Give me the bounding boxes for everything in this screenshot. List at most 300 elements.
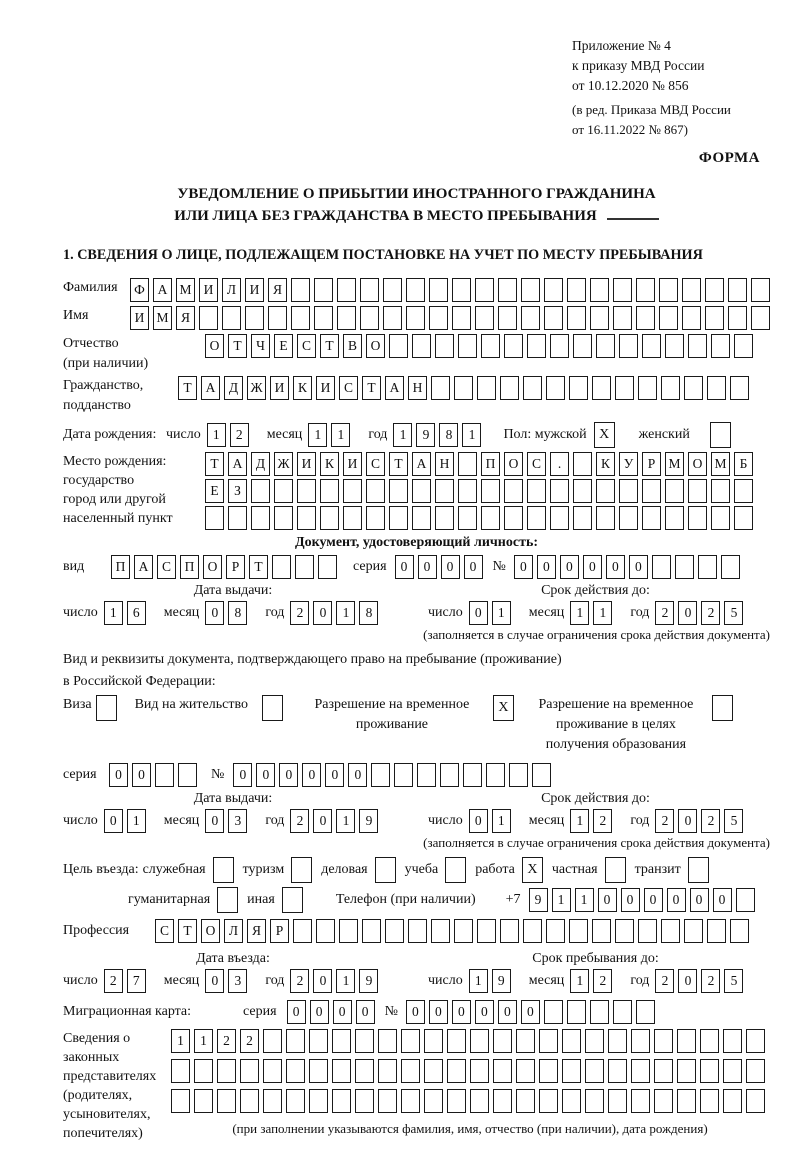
char-cell[interactable]: С <box>297 334 316 358</box>
char-cell[interactable] <box>355 1089 374 1113</box>
char-cell[interactable]: 0 <box>583 555 602 579</box>
char-cell[interactable] <box>539 1089 558 1113</box>
char-cell[interactable] <box>730 919 749 943</box>
checkbox[interactable] <box>282 887 303 913</box>
char-cell[interactable]: М <box>153 306 172 330</box>
char-cell[interactable]: К <box>293 376 312 400</box>
char-cell[interactable] <box>596 479 615 503</box>
char-cell[interactable]: О <box>688 452 707 476</box>
char-cell[interactable] <box>521 306 540 330</box>
checkbox[interactable] <box>445 857 466 883</box>
char-cell[interactable] <box>366 506 385 530</box>
char-cell[interactable] <box>654 1059 673 1083</box>
char-cell[interactable] <box>550 506 569 530</box>
char-cell[interactable]: 1 <box>308 423 327 447</box>
char-cell[interactable]: 1 <box>575 888 594 912</box>
checkbox[interactable] <box>291 857 312 883</box>
char-cell[interactable]: 2 <box>701 601 720 625</box>
char-cell[interactable] <box>332 1059 351 1083</box>
char-cell[interactable]: П <box>180 555 199 579</box>
char-cell[interactable]: 0 <box>441 555 460 579</box>
char-cell[interactable] <box>619 506 638 530</box>
char-cell[interactable]: Я <box>176 306 195 330</box>
char-cell[interactable]: 0 <box>406 1000 425 1024</box>
char-cell[interactable] <box>677 1089 696 1113</box>
char-cell[interactable] <box>636 306 655 330</box>
char-cell[interactable] <box>544 306 563 330</box>
char-cell[interactable] <box>389 506 408 530</box>
char-cell[interactable] <box>245 306 264 330</box>
char-cell[interactable] <box>463 763 482 787</box>
char-cell[interactable]: 0 <box>713 888 732 912</box>
char-cell[interactable]: 2 <box>290 969 309 993</box>
char-cell[interactable] <box>700 1059 719 1083</box>
char-cell[interactable]: 2 <box>240 1029 259 1053</box>
char-cell[interactable] <box>527 506 546 530</box>
char-cell[interactable] <box>613 278 632 302</box>
char-cell[interactable] <box>337 278 356 302</box>
char-cell[interactable] <box>567 278 586 302</box>
char-cell[interactable] <box>475 278 494 302</box>
checkbox[interactable]: X <box>522 857 543 883</box>
char-cell[interactable] <box>314 306 333 330</box>
char-cell[interactable]: 0 <box>469 601 488 625</box>
char-cell[interactable] <box>592 376 611 400</box>
char-cell[interactable] <box>378 1029 397 1053</box>
char-cell[interactable]: 0 <box>475 1000 494 1024</box>
char-cell[interactable] <box>385 919 404 943</box>
char-cell[interactable]: Р <box>270 919 289 943</box>
char-cell[interactable] <box>477 919 496 943</box>
char-cell[interactable]: 8 <box>228 601 247 625</box>
char-cell[interactable] <box>412 334 431 358</box>
char-cell[interactable]: 0 <box>310 1000 329 1024</box>
char-cell[interactable] <box>297 479 316 503</box>
char-cell[interactable] <box>642 506 661 530</box>
char-cell[interactable]: П <box>111 555 130 579</box>
char-cell[interactable] <box>619 479 638 503</box>
char-cell[interactable]: А <box>228 452 247 476</box>
char-cell[interactable] <box>424 1089 443 1113</box>
char-cell[interactable] <box>217 1089 236 1113</box>
char-cell[interactable] <box>240 1089 259 1113</box>
char-cell[interactable]: 2 <box>290 809 309 833</box>
char-cell[interactable]: Т <box>205 452 224 476</box>
char-cell[interactable] <box>228 506 247 530</box>
char-cell[interactable] <box>309 1029 328 1053</box>
char-cell[interactable] <box>171 1059 190 1083</box>
char-cell[interactable] <box>477 376 496 400</box>
char-cell[interactable]: А <box>134 555 153 579</box>
char-cell[interactable] <box>734 479 753 503</box>
char-cell[interactable]: К <box>320 452 339 476</box>
char-cell[interactable] <box>454 376 473 400</box>
char-cell[interactable]: В <box>343 334 362 358</box>
char-cell[interactable]: 0 <box>498 1000 517 1024</box>
char-cell[interactable]: Д <box>224 376 243 400</box>
char-cell[interactable]: 9 <box>529 888 548 912</box>
char-cell[interactable] <box>199 306 218 330</box>
char-cell[interactable] <box>429 306 448 330</box>
char-cell[interactable] <box>378 1089 397 1113</box>
char-cell[interactable] <box>355 1029 374 1053</box>
char-cell[interactable]: 2 <box>701 809 720 833</box>
char-cell[interactable] <box>217 1059 236 1083</box>
char-cell[interactable]: М <box>176 278 195 302</box>
char-cell[interactable]: А <box>153 278 172 302</box>
char-cell[interactable] <box>383 278 402 302</box>
char-cell[interactable] <box>569 919 588 943</box>
char-cell[interactable]: И <box>199 278 218 302</box>
char-cell[interactable] <box>654 1029 673 1053</box>
char-cell[interactable]: 2 <box>230 423 249 447</box>
char-cell[interactable] <box>417 763 436 787</box>
char-cell[interactable] <box>677 1059 696 1083</box>
char-cell[interactable]: 9 <box>492 969 511 993</box>
char-cell[interactable] <box>631 1029 650 1053</box>
title-blank-line[interactable] <box>607 206 659 220</box>
char-cell[interactable]: Л <box>222 278 241 302</box>
char-cell[interactable]: Б <box>734 452 753 476</box>
char-cell[interactable] <box>429 278 448 302</box>
char-cell[interactable]: 0 <box>469 809 488 833</box>
char-cell[interactable] <box>362 919 381 943</box>
char-cell[interactable] <box>504 479 523 503</box>
char-cell[interactable]: 3 <box>228 969 247 993</box>
char-cell[interactable] <box>590 278 609 302</box>
char-cell[interactable] <box>684 919 703 943</box>
char-cell[interactable] <box>412 506 431 530</box>
char-cell[interactable]: 2 <box>217 1029 236 1053</box>
char-cell[interactable]: О <box>203 555 222 579</box>
char-cell[interactable]: 0 <box>205 969 224 993</box>
char-cell[interactable] <box>291 278 310 302</box>
char-cell[interactable]: Т <box>178 919 197 943</box>
char-cell[interactable] <box>642 479 661 503</box>
temp-residence-edu-checkbox[interactable] <box>712 695 733 721</box>
char-cell[interactable] <box>546 376 565 400</box>
char-cell[interactable]: Т <box>249 555 268 579</box>
char-cell[interactable]: 2 <box>593 809 612 833</box>
char-cell[interactable] <box>590 1000 609 1024</box>
checkbox[interactable] <box>375 857 396 883</box>
char-cell[interactable] <box>636 1000 655 1024</box>
checkbox[interactable] <box>217 887 238 913</box>
char-cell[interactable] <box>665 506 684 530</box>
char-cell[interactable] <box>682 306 701 330</box>
char-cell[interactable] <box>481 334 500 358</box>
char-cell[interactable] <box>263 1029 282 1053</box>
char-cell[interactable] <box>251 479 270 503</box>
char-cell[interactable]: 0 <box>418 555 437 579</box>
char-cell[interactable] <box>596 506 615 530</box>
char-cell[interactable] <box>631 1059 650 1083</box>
char-cell[interactable]: 0 <box>621 888 640 912</box>
char-cell[interactable] <box>355 1059 374 1083</box>
char-cell[interactable] <box>596 334 615 358</box>
char-cell[interactable]: Т <box>362 376 381 400</box>
char-cell[interactable] <box>401 1089 420 1113</box>
char-cell[interactable]: 1 <box>331 423 350 447</box>
temp-residence-checkbox[interactable]: X <box>493 695 514 721</box>
char-cell[interactable] <box>567 306 586 330</box>
char-cell[interactable]: 1 <box>393 423 412 447</box>
char-cell[interactable] <box>711 334 730 358</box>
char-cell[interactable] <box>222 306 241 330</box>
char-cell[interactable] <box>504 506 523 530</box>
char-cell[interactable] <box>638 919 657 943</box>
char-cell[interactable] <box>412 479 431 503</box>
char-cell[interactable] <box>194 1059 213 1083</box>
char-cell[interactable]: . <box>550 452 569 476</box>
char-cell[interactable] <box>498 278 517 302</box>
char-cell[interactable]: С <box>527 452 546 476</box>
char-cell[interactable] <box>516 1059 535 1083</box>
checkbox[interactable] <box>213 857 234 883</box>
char-cell[interactable] <box>452 278 471 302</box>
char-cell[interactable]: 1 <box>336 809 355 833</box>
char-cell[interactable] <box>516 1029 535 1053</box>
char-cell[interactable] <box>659 306 678 330</box>
char-cell[interactable]: 0 <box>598 888 617 912</box>
char-cell[interactable] <box>454 919 473 943</box>
char-cell[interactable]: 2 <box>104 969 123 993</box>
char-cell[interactable]: Ж <box>247 376 266 400</box>
char-cell[interactable]: Л <box>224 919 243 943</box>
char-cell[interactable]: Е <box>205 479 224 503</box>
char-cell[interactable] <box>408 919 427 943</box>
sex-female-checkbox[interactable] <box>710 422 731 448</box>
char-cell[interactable] <box>504 334 523 358</box>
char-cell[interactable] <box>475 306 494 330</box>
char-cell[interactable] <box>638 376 657 400</box>
char-cell[interactable] <box>665 479 684 503</box>
char-cell[interactable] <box>401 1029 420 1053</box>
char-cell[interactable]: Н <box>435 452 454 476</box>
char-cell[interactable]: 0 <box>205 601 224 625</box>
char-cell[interactable]: Р <box>226 555 245 579</box>
char-cell[interactable] <box>721 555 740 579</box>
char-cell[interactable]: 8 <box>359 601 378 625</box>
char-cell[interactable]: 5 <box>724 809 743 833</box>
char-cell[interactable] <box>585 1059 604 1083</box>
char-cell[interactable] <box>366 479 385 503</box>
char-cell[interactable] <box>424 1029 443 1053</box>
char-cell[interactable]: 9 <box>359 969 378 993</box>
char-cell[interactable]: 0 <box>537 555 556 579</box>
char-cell[interactable] <box>251 506 270 530</box>
char-cell[interactable] <box>550 479 569 503</box>
char-cell[interactable]: 2 <box>290 601 309 625</box>
char-cell[interactable]: 0 <box>629 555 648 579</box>
char-cell[interactable] <box>705 306 724 330</box>
char-cell[interactable] <box>440 763 459 787</box>
char-cell[interactable] <box>309 1089 328 1113</box>
char-cell[interactable]: О <box>504 452 523 476</box>
char-cell[interactable] <box>274 479 293 503</box>
char-cell[interactable] <box>291 306 310 330</box>
char-cell[interactable] <box>435 334 454 358</box>
char-cell[interactable]: Я <box>268 278 287 302</box>
char-cell[interactable]: 9 <box>359 809 378 833</box>
char-cell[interactable] <box>631 1089 650 1113</box>
char-cell[interactable]: 0 <box>678 601 697 625</box>
char-cell[interactable]: 0 <box>313 969 332 993</box>
char-cell[interactable]: 0 <box>313 601 332 625</box>
char-cell[interactable]: 1 <box>104 601 123 625</box>
char-cell[interactable] <box>527 479 546 503</box>
char-cell[interactable] <box>447 1059 466 1083</box>
char-cell[interactable] <box>286 1059 305 1083</box>
char-cell[interactable]: 0 <box>678 809 697 833</box>
char-cell[interactable] <box>343 506 362 530</box>
char-cell[interactable]: Т <box>228 334 247 358</box>
char-cell[interactable]: 0 <box>395 555 414 579</box>
char-cell[interactable] <box>318 555 337 579</box>
char-cell[interactable] <box>435 479 454 503</box>
char-cell[interactable]: 9 <box>416 423 435 447</box>
char-cell[interactable] <box>509 763 528 787</box>
char-cell[interactable]: 0 <box>132 763 151 787</box>
char-cell[interactable]: Ч <box>251 334 270 358</box>
char-cell[interactable] <box>481 506 500 530</box>
visa-checkbox[interactable] <box>96 695 117 721</box>
char-cell[interactable] <box>615 376 634 400</box>
char-cell[interactable] <box>665 334 684 358</box>
char-cell[interactable]: 0 <box>302 763 321 787</box>
char-cell[interactable]: 0 <box>205 809 224 833</box>
char-cell[interactable] <box>700 1089 719 1113</box>
char-cell[interactable] <box>295 555 314 579</box>
checkbox[interactable] <box>688 857 709 883</box>
char-cell[interactable]: 0 <box>464 555 483 579</box>
char-cell[interactable] <box>573 479 592 503</box>
char-cell[interactable] <box>751 306 770 330</box>
char-cell[interactable] <box>155 763 174 787</box>
char-cell[interactable] <box>711 506 730 530</box>
char-cell[interactable] <box>337 306 356 330</box>
char-cell[interactable]: О <box>205 334 224 358</box>
residence-permit-checkbox[interactable] <box>262 695 283 721</box>
char-cell[interactable] <box>746 1059 765 1083</box>
char-cell[interactable] <box>458 452 477 476</box>
char-cell[interactable]: 1 <box>492 601 511 625</box>
char-cell[interactable]: 0 <box>104 809 123 833</box>
char-cell[interactable] <box>424 1059 443 1083</box>
char-cell[interactable]: 0 <box>606 555 625 579</box>
char-cell[interactable]: С <box>366 452 385 476</box>
char-cell[interactable]: Т <box>178 376 197 400</box>
char-cell[interactable]: 3 <box>228 809 247 833</box>
char-cell[interactable] <box>707 919 726 943</box>
char-cell[interactable]: 1 <box>462 423 481 447</box>
char-cell[interactable] <box>636 278 655 302</box>
char-cell[interactable] <box>431 376 450 400</box>
char-cell[interactable]: Я <box>247 919 266 943</box>
char-cell[interactable]: 5 <box>724 601 743 625</box>
char-cell[interactable] <box>562 1089 581 1113</box>
char-cell[interactable] <box>360 306 379 330</box>
char-cell[interactable] <box>539 1029 558 1053</box>
char-cell[interactable] <box>194 1089 213 1113</box>
char-cell[interactable]: 1 <box>207 423 226 447</box>
char-cell[interactable] <box>723 1059 742 1083</box>
char-cell[interactable] <box>178 763 197 787</box>
char-cell[interactable]: 1 <box>552 888 571 912</box>
char-cell[interactable] <box>523 376 542 400</box>
char-cell[interactable] <box>309 1059 328 1083</box>
char-cell[interactable] <box>613 306 632 330</box>
char-cell[interactable] <box>573 506 592 530</box>
char-cell[interactable]: Д <box>251 452 270 476</box>
char-cell[interactable] <box>314 278 333 302</box>
char-cell[interactable]: 2 <box>655 809 674 833</box>
char-cell[interactable]: И <box>343 452 362 476</box>
char-cell[interactable] <box>550 334 569 358</box>
char-cell[interactable] <box>240 1059 259 1083</box>
char-cell[interactable] <box>532 763 551 787</box>
char-cell[interactable]: 1 <box>336 969 355 993</box>
char-cell[interactable]: Н <box>408 376 427 400</box>
char-cell[interactable] <box>546 919 565 943</box>
char-cell[interactable] <box>734 506 753 530</box>
char-cell[interactable] <box>728 278 747 302</box>
char-cell[interactable] <box>661 919 680 943</box>
char-cell[interactable]: С <box>155 919 174 943</box>
char-cell[interactable]: 5 <box>724 969 743 993</box>
char-cell[interactable]: М <box>665 452 684 476</box>
checkbox[interactable] <box>605 857 626 883</box>
char-cell[interactable]: Ж <box>274 452 293 476</box>
char-cell[interactable] <box>682 278 701 302</box>
char-cell[interactable]: 2 <box>593 969 612 993</box>
char-cell[interactable] <box>332 1029 351 1053</box>
char-cell[interactable] <box>544 278 563 302</box>
char-cell[interactable] <box>383 306 402 330</box>
char-cell[interactable]: А <box>385 376 404 400</box>
char-cell[interactable] <box>684 376 703 400</box>
char-cell[interactable] <box>730 376 749 400</box>
char-cell[interactable]: 0 <box>452 1000 471 1024</box>
char-cell[interactable]: 0 <box>560 555 579 579</box>
char-cell[interactable]: 0 <box>690 888 709 912</box>
char-cell[interactable] <box>486 763 505 787</box>
char-cell[interactable] <box>539 1059 558 1083</box>
char-cell[interactable]: 1 <box>171 1029 190 1053</box>
char-cell[interactable]: 0 <box>644 888 663 912</box>
char-cell[interactable] <box>707 376 726 400</box>
char-cell[interactable] <box>263 1089 282 1113</box>
char-cell[interactable] <box>447 1029 466 1053</box>
char-cell[interactable] <box>493 1029 512 1053</box>
char-cell[interactable] <box>516 1089 535 1113</box>
char-cell[interactable] <box>316 919 335 943</box>
char-cell[interactable] <box>590 306 609 330</box>
char-cell[interactable]: И <box>297 452 316 476</box>
char-cell[interactable]: 0 <box>333 1000 352 1024</box>
char-cell[interactable]: 1 <box>570 809 589 833</box>
char-cell[interactable]: И <box>245 278 264 302</box>
char-cell[interactable]: 2 <box>701 969 720 993</box>
char-cell[interactable] <box>723 1089 742 1113</box>
char-cell[interactable]: 0 <box>521 1000 540 1024</box>
char-cell[interactable] <box>569 376 588 400</box>
char-cell[interactable]: 7 <box>127 969 146 993</box>
char-cell[interactable] <box>406 306 425 330</box>
char-cell[interactable] <box>728 306 747 330</box>
char-cell[interactable]: А <box>201 376 220 400</box>
char-cell[interactable] <box>562 1059 581 1083</box>
